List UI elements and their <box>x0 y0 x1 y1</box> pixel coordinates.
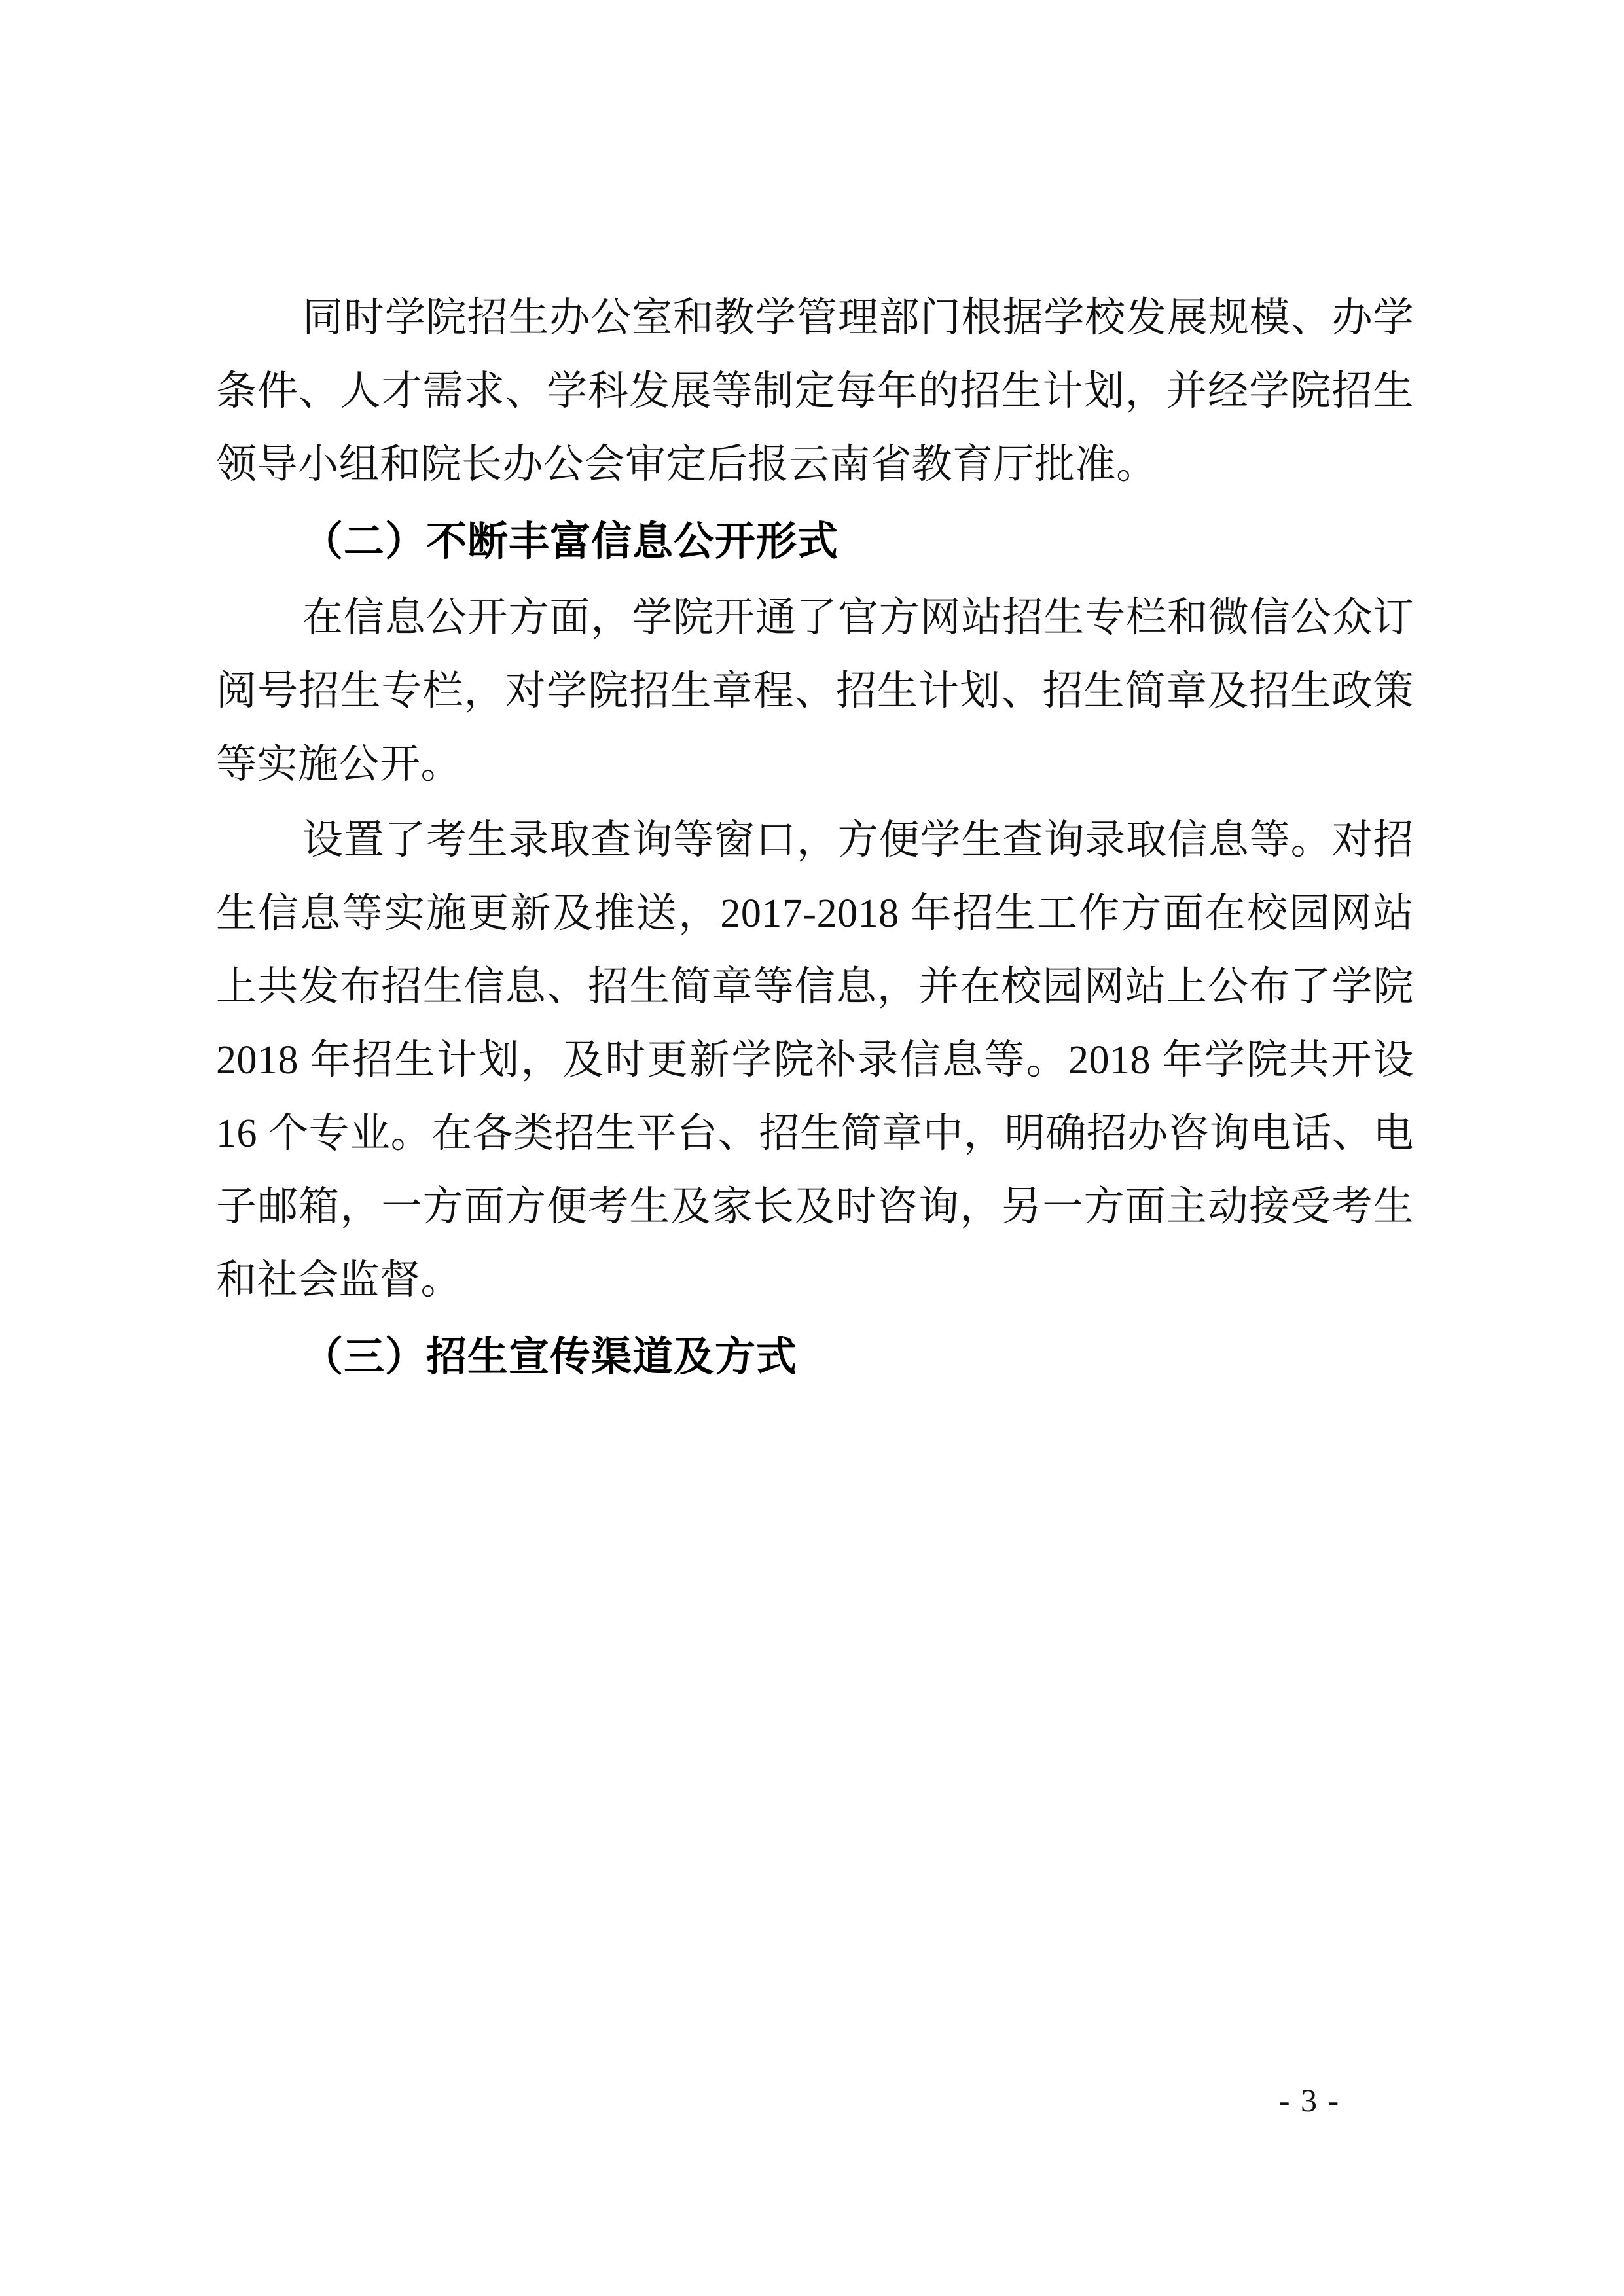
paragraph-enrollment-plan: 同时学院招生办公室和教学管理部门根据学校发展规模、办学条件、人才需求、学科发展等制定每年的招生计划，并经学院招生领导小组和院长办公会审定后报云南省教育厅批准。 <box>216 296 1414 487</box>
paragraph-information-disclosure: 在信息公开方面，学院开通了官方网站招生专栏和微信公众订阅号招生专栏，对学院招生章程、招生计划、招生简章及招生政策等实施公开。 <box>216 596 1414 787</box>
page-number: - 3 - <box>1278 2082 1341 2119</box>
page-footer <box>0 2081 1624 2119</box>
document-body <box>216 281 1414 1397</box>
paragraph-admission-query: 设置了考生录取查询等窗口，方便学生查询录取信息等。对招生信息等实施更新及推送，2017-2018 年招生工作方面在校园网站上共发布招生信息、招生简章等信息，并在校园网站上公布了学院 2018 年招生计划，及时更新学院补录信息等。2018 年学院共开设 16 个专业。在各类招生平台、招生简章中，明确招办咨询电话、电子邮箱，一方面方便考生及家长及时咨询，另一方面主动接受考生和社会监督。 <box>216 818 1414 1302</box>
heading-section-two: （二）不断丰富信息公开形式 <box>302 520 839 564</box>
heading-section-three: （三）招生宣传渠道及方式 <box>302 1335 798 1380</box>
